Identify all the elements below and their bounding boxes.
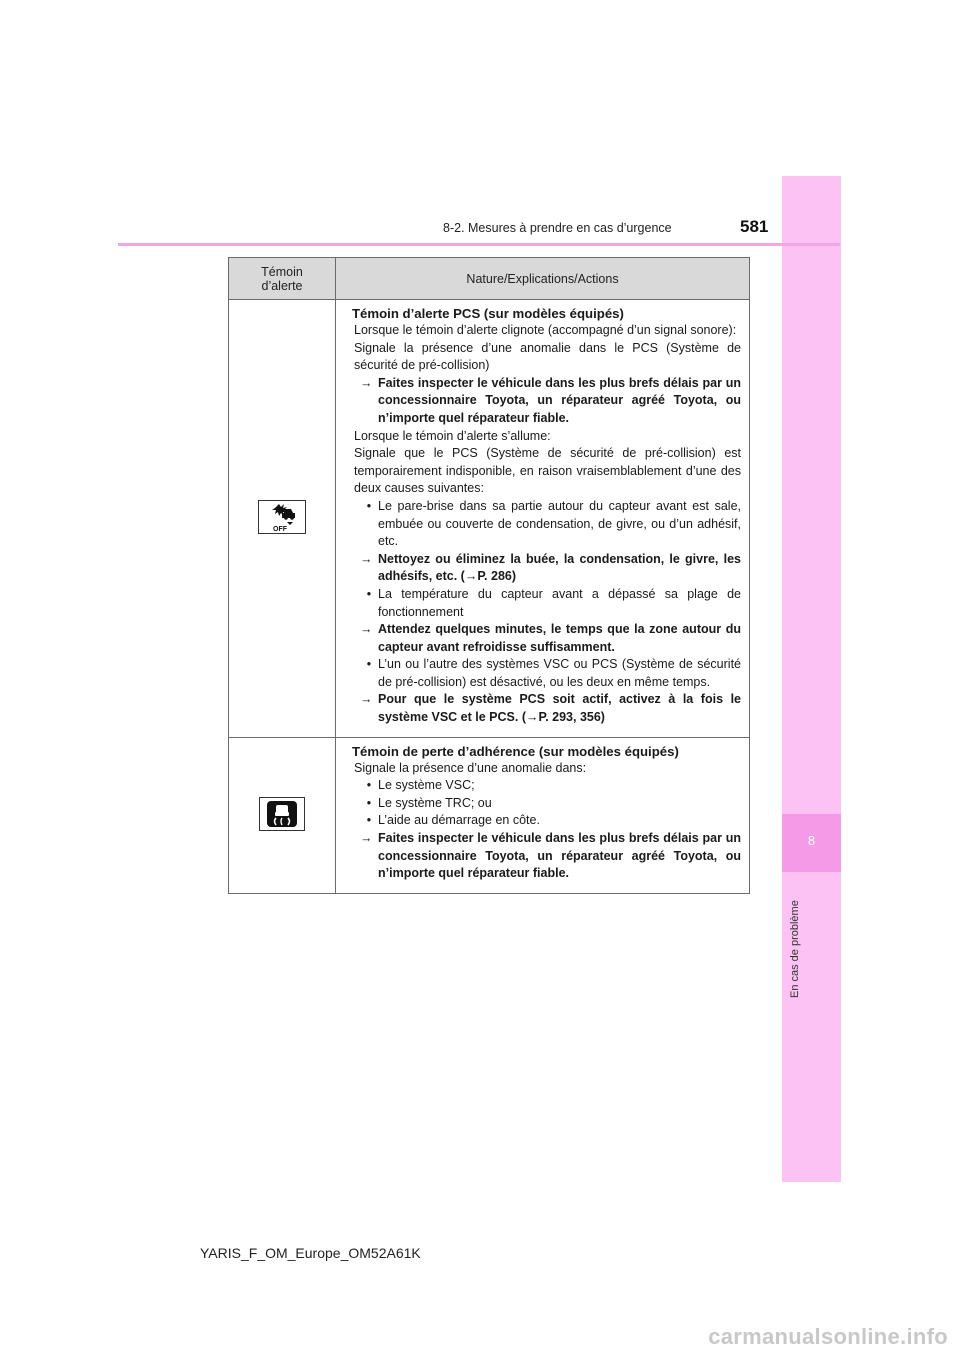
action-item: → Faites inspecter le véhicule dans les plus brefs délais par un concessionnaire Toyota, un réparateur agréé Toyota, ou n’importe quel réparateur fiable. bbox=[360, 375, 741, 425]
arrow-icon: → bbox=[360, 375, 373, 390]
pcs-warning-icon bbox=[258, 500, 306, 534]
slip-indicator-icon bbox=[259, 797, 305, 831]
table-row bbox=[229, 737, 750, 893]
header-details: Nature/Explications/Actions bbox=[336, 258, 750, 300]
paragraph: Lorsque le témoin d’alerte clignote (accompagné d’un signal sonore): bbox=[354, 323, 737, 337]
chapter-label: En cas de problème bbox=[789, 900, 801, 998]
header-rule bbox=[118, 243, 840, 246]
arrow-icon: → bbox=[360, 831, 373, 846]
warning-lights-table bbox=[228, 257, 750, 894]
action-item: → Pour que le système PCS soit actif, activez à la fois le système VSC et le PCS. (→P. 293, 356) bbox=[360, 692, 741, 725]
paragraph: Signale la présence d’une anomalie dans: bbox=[354, 760, 587, 775]
paragraph: Lorsque le témoin d’alerte s’allume: bbox=[354, 428, 551, 443]
chapter-number: 8 bbox=[807, 833, 816, 848]
doc-code: YARIS_F_OM_Europe_OM52A61K bbox=[200, 1245, 421, 1261]
icon-cell bbox=[229, 737, 336, 893]
bullet-item: • Le système TRC; ou bbox=[366, 795, 492, 810]
paragraph: Signale la présence d’une anomalie dans le PCS (Système de sécurité de pré-collision) bbox=[354, 340, 741, 373]
bullet-item: • Le pare-brise dans sa partie autour du capteur avant est sale, embuée ou couverte de condensation, de givre, ou d’un adhésif, etc. bbox=[366, 498, 741, 549]
bullet-item: • Le système VSC; bbox=[366, 778, 475, 793]
row-title: Témoin d’alerte PCS (sur modèles équipés) bbox=[352, 306, 624, 321]
arrow-icon: → bbox=[360, 692, 373, 707]
icon-off-label: OFF bbox=[273, 526, 287, 534]
table-header-row bbox=[229, 258, 750, 300]
table-row bbox=[229, 300, 750, 738]
side-tab bbox=[782, 176, 841, 1182]
bullet-item: • L’un ou l’autre des systèmes VSC ou PCS (Système de sécurité de pré-collision) est désactivé, ou les deux en même temps. bbox=[366, 657, 741, 689]
bullet-item: • La température du capteur avant a dépassé sa plage de fonctionnement bbox=[366, 586, 741, 619]
watermark[interactable]: carmanualsonline.info bbox=[708, 1324, 948, 1349]
bullet-item: • L’aide au démarrage en côte. bbox=[366, 813, 540, 828]
section-title: 8-2. Mesures à prendre en cas d’urgence bbox=[443, 221, 672, 235]
action-item: → Nettoyez ou éliminez la buée, la condensation, le givre, les adhésifs, etc. (→P. 286) bbox=[360, 551, 741, 584]
page-number: 581 bbox=[740, 217, 769, 236]
arrow-icon: → bbox=[360, 551, 373, 566]
row-details-slip bbox=[336, 737, 750, 893]
paragraph: Signale que le PCS (Système de sécurité de pré-collision) est temporairement indisponible, en raison vraisemblablement d’une des deux causes suivantes: bbox=[354, 446, 741, 496]
action-item: → Faites inspecter le véhicule dans les plus brefs délais par un concessionnaire Toyota, un réparateur agréé Toyota, ou n’importe quel réparateur fiable. bbox=[360, 831, 741, 881]
header-warning-light: Témoin d’alerte bbox=[229, 258, 336, 300]
arrow-icon: → bbox=[360, 622, 373, 637]
icon-cell bbox=[229, 300, 336, 738]
row-details-pcs bbox=[336, 300, 750, 738]
action-item: → Attendez quelques minutes, le temps que la zone autour du capteur avant refroidisse suffisamment. bbox=[360, 622, 741, 654]
row-title: Témoin de perte d’adhérence (sur modèles équipés) bbox=[352, 743, 679, 759]
